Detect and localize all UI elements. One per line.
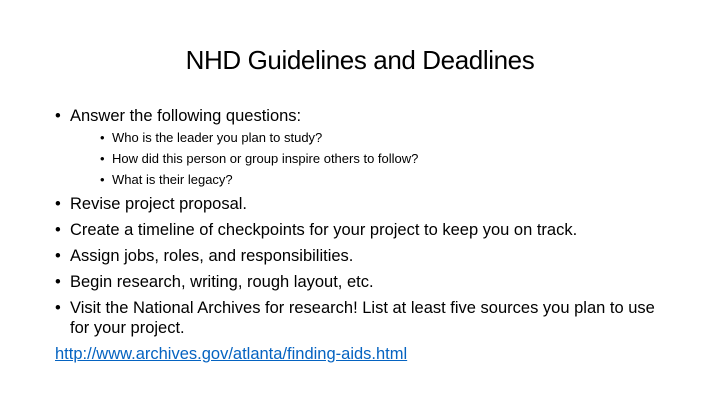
bullet-icon: • — [55, 299, 61, 317]
bullet-list — [55, 106, 675, 344]
slide-title: NHD Guidelines and Deadlines — [185, 45, 535, 75]
bullet-icon: • — [100, 130, 105, 145]
bullet-icon: • — [55, 247, 61, 265]
bullet-item — [55, 246, 675, 266]
bullet-text: Revise project proposal. — [70, 195, 248, 213]
sub-bullet-text: What is their legacy? — [112, 172, 233, 187]
bullet-icon: • — [100, 151, 105, 166]
sub-bullet-item — [100, 129, 675, 146]
sub-bullet-item — [100, 150, 675, 167]
bullet-icon: • — [100, 172, 105, 187]
bullet-text: Create a timeline of checkpoints for your project to keep you on track. — [70, 221, 578, 239]
sub-bullet-text: How did this person or group inspire others to follow? — [112, 151, 419, 166]
sub-bullet-list — [70, 129, 675, 188]
bullet-text: Begin research, writing, rough layout, etc. — [70, 273, 374, 291]
bullet-text: Visit the National Archives for research! List at least five sources you plan to use for your project. — [70, 299, 655, 337]
bullet-item — [55, 220, 675, 240]
sub-bullet-item — [100, 171, 675, 188]
bullet-item — [55, 298, 675, 338]
bullet-text: Assign jobs, roles, and responsibilities. — [70, 247, 354, 265]
bullet-item — [55, 272, 675, 292]
bullet-item — [55, 106, 675, 188]
bullet-icon: • — [55, 107, 61, 125]
bullet-icon: • — [55, 273, 61, 291]
sub-bullet-text: Who is the leader you plan to study? — [112, 130, 323, 145]
bullet-text: Answer the following questions: — [70, 107, 302, 125]
bullet-item — [55, 194, 675, 214]
archives-link[interactable]: http://www.archives.gov/atlanta/finding-aids.html — [55, 345, 408, 363]
bullet-icon: • — [55, 195, 61, 213]
bullet-icon: • — [55, 221, 61, 239]
